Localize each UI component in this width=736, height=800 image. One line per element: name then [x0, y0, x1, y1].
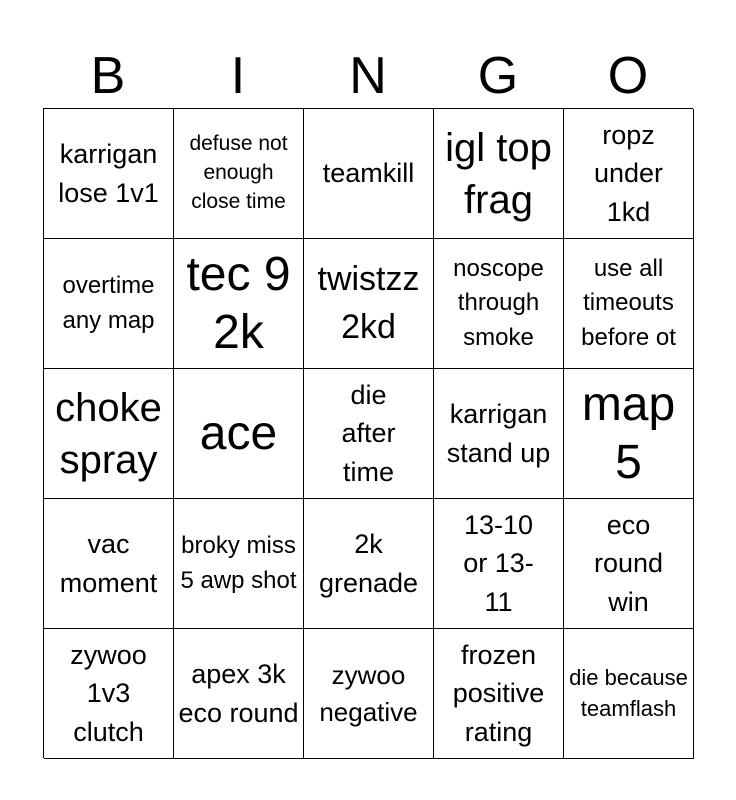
header-letter-g: G — [477, 47, 519, 105]
bingo-cell[interactable] — [564, 629, 694, 759]
bingo-cell[interactable] — [304, 109, 434, 239]
cell-text: die after time — [341, 380, 396, 487]
header-letter-b: B — [90, 47, 126, 105]
bingo-cell[interactable] — [434, 629, 564, 759]
header-letter-o: O — [607, 47, 649, 105]
bingo-cell[interactable] — [174, 499, 304, 629]
cell-text: 13-10 or 13-11 — [463, 510, 534, 617]
cell-text: twistzz 2kd — [317, 259, 420, 346]
cell-text: ropz under 1kd — [593, 120, 664, 227]
cell-text: broky miss 5 awp shot — [180, 532, 297, 594]
bingo-cell[interactable] — [564, 499, 694, 629]
cell-text: ace — [199, 406, 278, 460]
bingo-cell[interactable] — [44, 629, 174, 759]
bingo-board — [43, 108, 693, 758]
cell-text: karrigan stand up — [446, 399, 551, 468]
bingo-cell[interactable] — [434, 499, 564, 629]
bingo-header — [43, 44, 693, 108]
cell-text: overtime any map — [62, 272, 155, 334]
bingo-cell[interactable] — [44, 109, 174, 239]
bingo-cell[interactable] — [304, 239, 434, 369]
bingo-cell[interactable] — [564, 239, 694, 369]
bingo-cell[interactable] — [44, 239, 174, 369]
cell-text: die because teamflash — [569, 665, 688, 721]
bingo-cell[interactable] — [434, 239, 564, 369]
cell-text: igl top frag — [445, 125, 552, 222]
cell-text: vac moment — [59, 529, 158, 598]
cell-text: defuse not enough close time — [189, 132, 288, 213]
cell-text: eco round win — [593, 510, 664, 617]
cell-text: karrigan lose 1v1 — [58, 139, 159, 208]
cell-text: noscope through smoke — [453, 255, 544, 351]
bingo-cell[interactable] — [174, 239, 304, 369]
bingo-cell[interactable] — [564, 109, 694, 239]
bingo-cell[interactable] — [174, 369, 304, 499]
bingo-cell[interactable] — [174, 629, 304, 759]
header-letter-i: I — [230, 47, 246, 105]
bingo-cell[interactable] — [304, 629, 434, 759]
cell-text: map 5 — [581, 377, 676, 489]
cell-text: teamkill — [322, 158, 415, 189]
bingo-cell[interactable] — [304, 369, 434, 499]
bingo-cell[interactable] — [44, 499, 174, 629]
bingo-cell[interactable] — [174, 109, 304, 239]
cell-text: choke spray — [55, 385, 162, 482]
cell-text: frozen positive rating — [452, 640, 545, 747]
cell-text: use all timeouts before ot — [581, 255, 676, 351]
header-letter-n: N — [349, 47, 387, 105]
cell-text: 2k grenade — [318, 529, 419, 598]
cell-text: tec 9 2k — [186, 247, 291, 359]
cell-text: zywoo 1v3 clutch — [70, 640, 147, 747]
bingo-cell[interactable] — [304, 499, 434, 629]
bingo-cell[interactable] — [44, 369, 174, 499]
cell-text: apex 3k eco round — [178, 659, 299, 728]
bingo-cell[interactable] — [434, 369, 564, 499]
bingo-cell[interactable] — [434, 109, 564, 239]
cell-text: zywoo negative — [319, 659, 418, 727]
bingo-cell[interactable] — [564, 369, 694, 499]
